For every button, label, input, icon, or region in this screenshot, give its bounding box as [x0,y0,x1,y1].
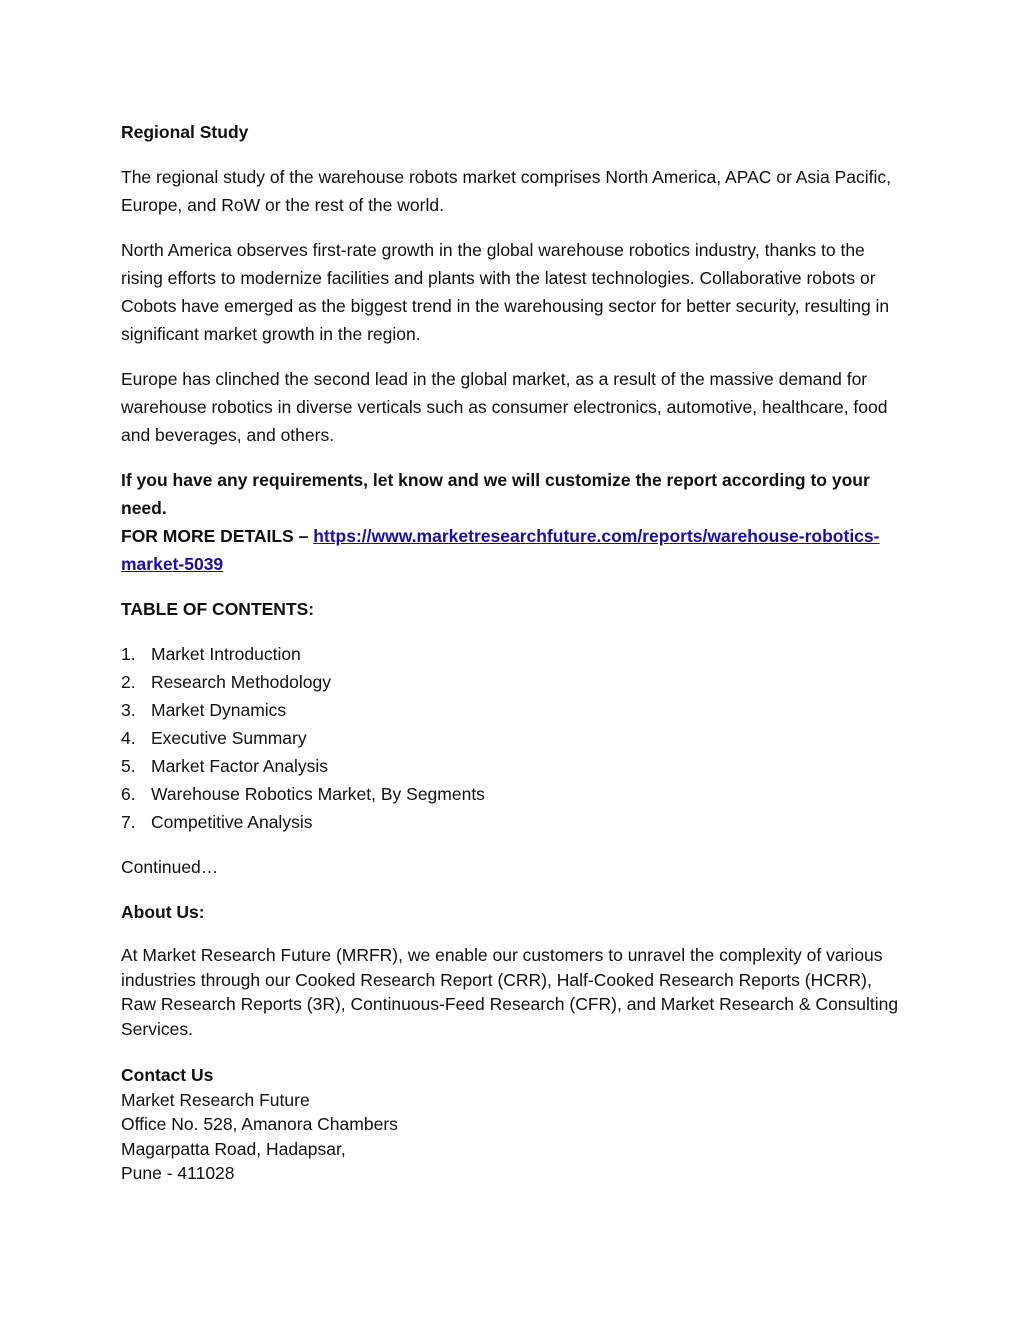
toc-continued: Continued… [121,857,219,877]
toc-item-label: Executive Summary [151,728,307,748]
toc-item-number: 5. [121,756,136,776]
document-page [121,118,911,1186]
regional-paragraph-1: The regional study of the warehouse robots market comprises North America, APAC or Asia Pacific, Europe, and RoW or the rest of the world. [121,167,892,215]
more-details-line [121,522,911,578]
about-heading: About Us: [121,902,205,922]
contact-heading: Contact Us [121,1065,214,1085]
toc-list [121,640,911,836]
toc-item-label: Research Methodology [151,672,331,692]
toc-item [121,808,911,836]
toc-item-number: 3. [121,700,136,720]
about-text: At Market Research Future (MRFR), we enable our customers to unravel the complexity of various industries through our Cooked Research Report (CRR), Half-Cooked Research Reports (HCRR), Raw Research Reports (3R), Continuous-Feed Research (CFR), and Market Research & Consulting Services. [121,945,899,1039]
toc-item-number: 1. [121,644,136,664]
toc-item-label: Warehouse Robotics Market, By Segments [151,784,485,804]
toc-item-number: 4. [121,728,136,748]
toc-item-label: Market Introduction [151,644,301,664]
toc-item-label: Market Dynamics [151,700,287,720]
contact-line-road: Magarpatta Road, Hadapsar, [121,1138,346,1159]
toc-item [121,696,911,724]
toc-item [121,752,911,780]
toc-item [121,640,911,668]
toc-item [121,780,911,808]
toc-item [121,724,911,752]
contact-line-company: Market Research Future [121,1089,310,1110]
regional-paragraph-3: Europe has clinched the second lead in the global market, as a result of the massive demand for warehouse robotics in diverse verticals such as consumer electronics, automotive, healthcare, food and beverages, and others. [121,369,888,445]
regional-study-heading: Regional Study [121,122,249,142]
requirements-note: If you have any requirements, let know and we will customize the report according to your need. [121,470,870,518]
regional-paragraph-2: North America observes first-rate growth in the global warehouse robotics industry, thanks to the rising efforts to modernize facilities and plants with the latest technologies. Collaborative robots or Cobots have emerged as the biggest trend in the warehousing sector for better security, resulting in significant market growth in the region. [121,240,890,344]
toc-item-label: Market Factor Analysis [151,756,328,776]
contact-line-city: Pune - 411028 [121,1163,235,1183]
toc-item [121,668,911,696]
toc-heading: TABLE OF CONTENTS: [121,599,315,619]
toc-item-number: 6. [121,784,136,804]
more-details-label: FOR MORE DETAILS – [121,526,314,546]
toc-item-number: 2. [121,672,136,692]
contact-block [121,1063,911,1186]
toc-item-label: Competitive Analysis [151,812,313,832]
toc-item-number: 7. [121,812,136,832]
report-link[interactable]: https://www.marketresearchfuture.com/reports/warehouse-robotics-market-5039 [121,526,880,574]
contact-line-office: Office No. 528, Amanora Chambers [121,1114,398,1134]
